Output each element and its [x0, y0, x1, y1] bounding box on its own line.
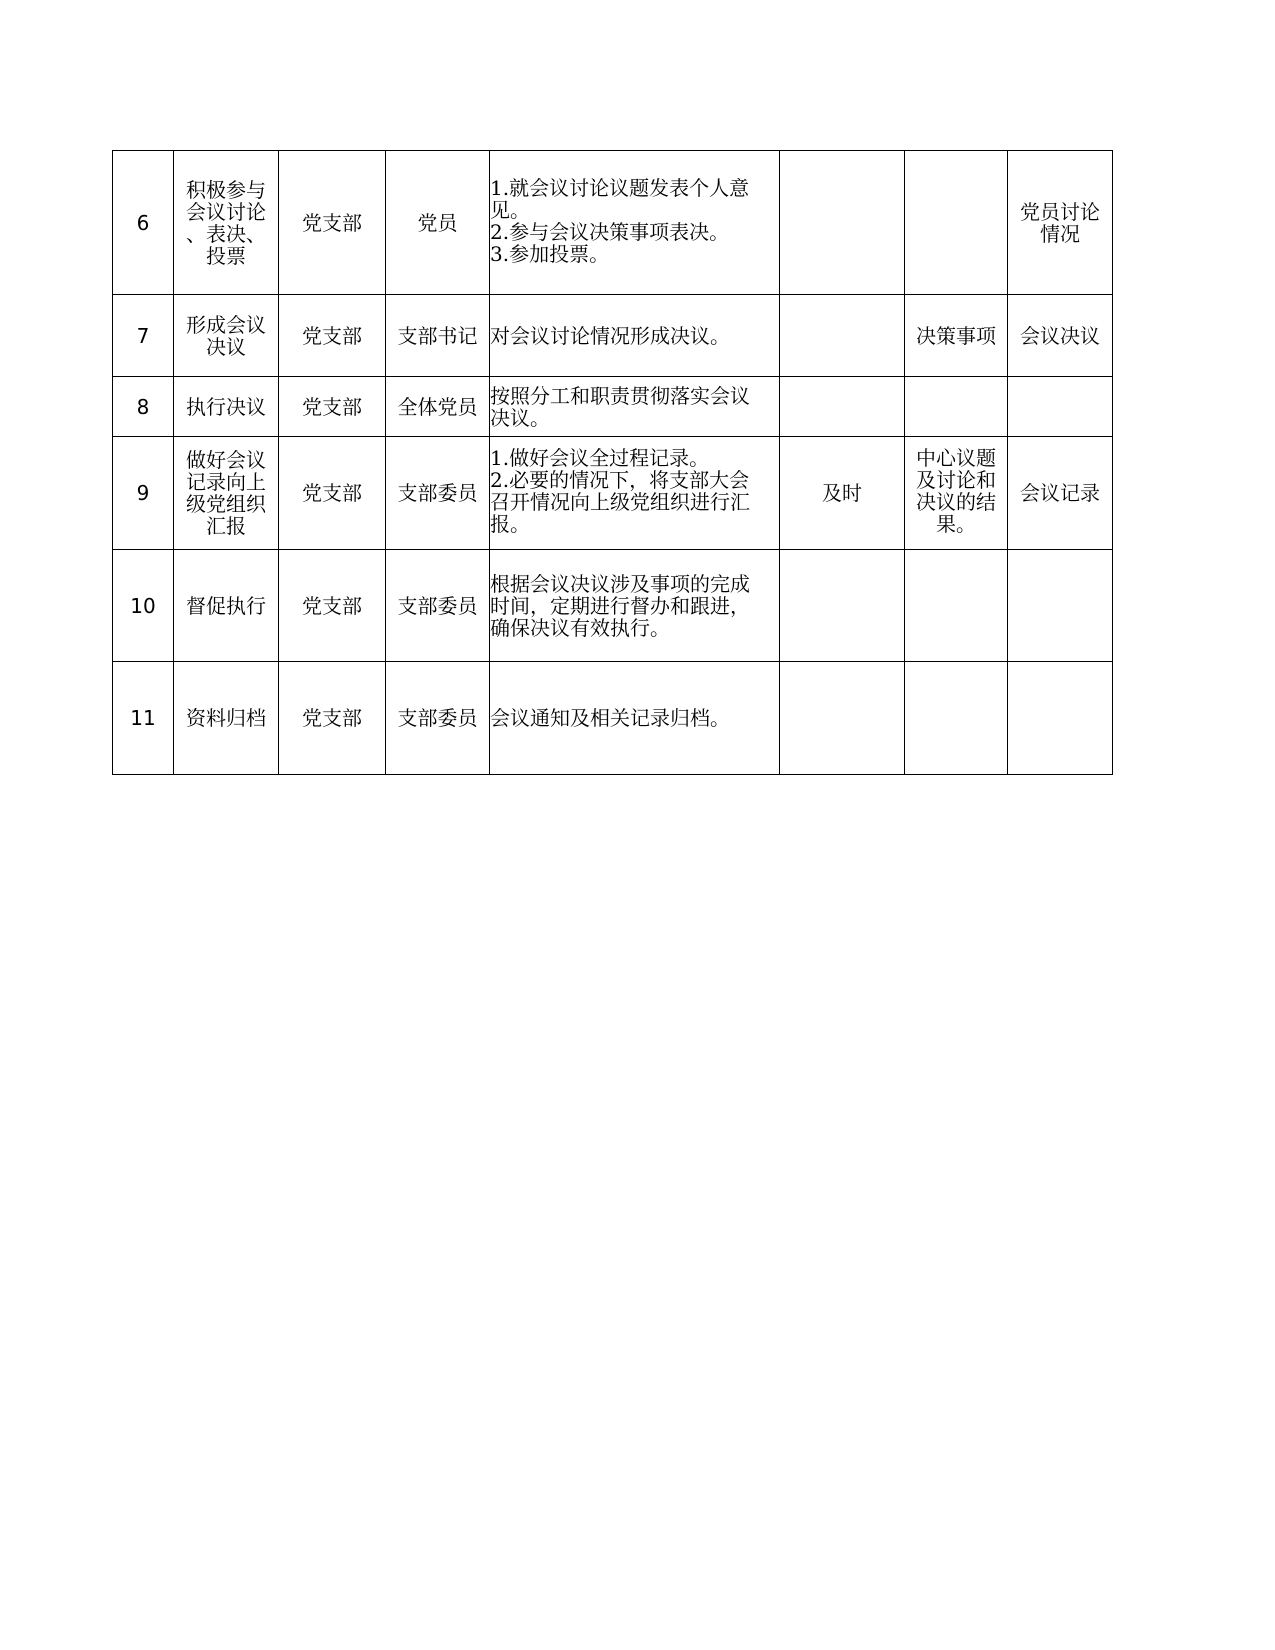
time-limit: 及时	[780, 437, 905, 550]
responsible-dept: 党支部	[279, 550, 386, 662]
time-limit	[780, 377, 905, 437]
output-record: 会议决议	[1008, 295, 1113, 377]
output-record: 党员讨论 情况	[1008, 151, 1113, 295]
output-record	[1008, 662, 1113, 775]
row-number: 6	[113, 151, 174, 295]
key-item: 决策事项	[905, 295, 1008, 377]
responsible-role: 支部书记	[386, 295, 490, 377]
step-content: 按照分工和职责贯彻落实会议 决议。	[490, 377, 780, 437]
process-table	[112, 150, 1113, 775]
responsible-role: 支部委员	[386, 437, 490, 550]
responsible-dept: 党支部	[279, 151, 386, 295]
row-number: 7	[113, 295, 174, 377]
table-row	[113, 437, 1113, 550]
responsible-dept: 党支部	[279, 295, 386, 377]
responsible-role: 党员	[386, 151, 490, 295]
key-item	[905, 550, 1008, 662]
key-item: 中心议题 及讨论和 决议的结 果。	[905, 437, 1008, 550]
time-limit	[780, 662, 905, 775]
output-record: 会议记录	[1008, 437, 1113, 550]
responsible-role: 支部委员	[386, 550, 490, 662]
step-name: 资料归档	[174, 662, 279, 775]
table-row	[113, 295, 1113, 377]
row-number: 11	[113, 662, 174, 775]
responsible-dept: 党支部	[279, 437, 386, 550]
table-row	[113, 550, 1113, 662]
table-row	[113, 377, 1113, 437]
step-content: 1.就会议讨论议题发表个人意 见。 2.参与会议决策事项表决。 3.参加投票。	[490, 151, 780, 295]
step-content: 会议通知及相关记录归档。	[490, 662, 780, 775]
step-content: 1.做好会议全过程记录。 2.必要的情况下，将支部大会 召开情况向上级党组织进行汇 报。	[490, 437, 780, 550]
step-name: 形成会议 决议	[174, 295, 279, 377]
step-name: 积极参与 会议讨论 、表决、 投票	[174, 151, 279, 295]
time-limit	[780, 550, 905, 662]
key-item	[905, 151, 1008, 295]
output-record	[1008, 377, 1113, 437]
responsible-role: 支部委员	[386, 662, 490, 775]
step-content: 对会议讨论情况形成决议。	[490, 295, 780, 377]
time-limit	[780, 151, 905, 295]
step-name: 督促执行	[174, 550, 279, 662]
key-item	[905, 377, 1008, 437]
key-item	[905, 662, 1008, 775]
step-content: 根据会议决议涉及事项的完成 时间，定期进行督办和跟进， 确保决议有效执行。	[490, 550, 780, 662]
row-number: 9	[113, 437, 174, 550]
output-record	[1008, 550, 1113, 662]
step-name: 做好会议 记录向上 级党组织 汇报	[174, 437, 279, 550]
responsible-role: 全体党员	[386, 377, 490, 437]
row-number: 10	[113, 550, 174, 662]
row-number: 8	[113, 377, 174, 437]
table-row	[113, 662, 1113, 775]
time-limit	[780, 295, 905, 377]
table-row	[113, 151, 1113, 295]
responsible-dept: 党支部	[279, 662, 386, 775]
responsible-dept: 党支部	[279, 377, 386, 437]
step-name: 执行决议	[174, 377, 279, 437]
